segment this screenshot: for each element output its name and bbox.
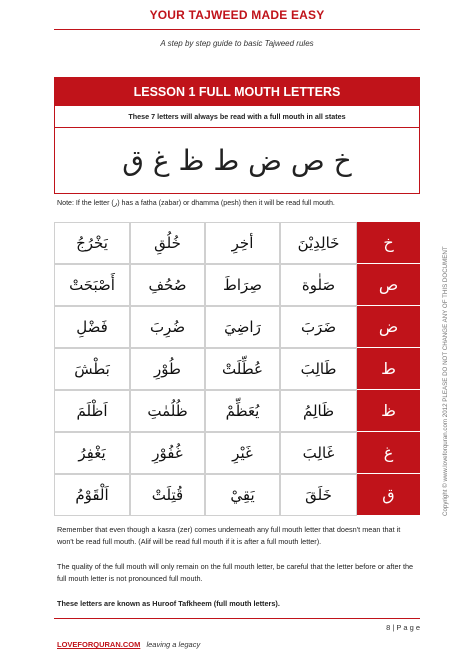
row-letter: غ xyxy=(357,432,420,474)
example-word: ضُرِبَ xyxy=(130,306,205,348)
example-word: رَاضِيَ xyxy=(205,306,280,348)
example-word: صِرَاطَ xyxy=(205,264,280,306)
example-word: يَخْرُجُ xyxy=(54,222,130,264)
example-word: عُطِّلَتْ xyxy=(205,348,280,390)
row-letter: خ xyxy=(357,222,420,264)
table-row xyxy=(54,264,420,306)
header-divider xyxy=(54,29,420,30)
row-letter: ظ xyxy=(357,390,420,432)
example-word: خَالِدِيْنَ xyxy=(280,222,357,264)
example-word: غُفُوْرِ xyxy=(130,432,205,474)
example-word: ظُلُمٰتِ xyxy=(130,390,205,432)
example-word: أخِرِ xyxy=(205,222,280,264)
table-row xyxy=(54,306,420,348)
paragraph-quality: The quality of the full mouth will only remain on the full mouth letter, be careful that the letter before or after the full mouth letter is not pronounced full mouth. xyxy=(57,562,414,583)
page-number: 8 | P a g e xyxy=(386,623,420,632)
footer-divider xyxy=(54,618,420,619)
example-word: أَصْبَحَتْ xyxy=(54,264,130,306)
example-word: يَغْفِرُ xyxy=(54,432,130,474)
example-word: بَطْشَ xyxy=(54,348,130,390)
brand-link[interactable]: LOVEFORQURAN.COM xyxy=(57,640,141,649)
row-letter: ص xyxy=(357,264,420,306)
paragraph-huroof-tafkheem: These letters are known as Huroof Tafkheem (full mouth letters). xyxy=(57,599,280,608)
example-word: اَلْقَوْمُ xyxy=(54,474,130,516)
example-word: غَالِبَ xyxy=(280,432,357,474)
table-row xyxy=(54,348,420,390)
document-subtitle: A step by step guide to basic Tajweed rules xyxy=(160,39,314,48)
brand-tagline: leaving a legacy xyxy=(146,640,201,649)
example-word: اَظْلَمَ xyxy=(54,390,130,432)
example-word: قُتِلَتْ xyxy=(130,474,205,516)
examples-table xyxy=(54,222,420,516)
full-mouth-letters: خ ص ض ط ظ غ ق xyxy=(54,128,420,194)
example-word: ظَالِمُ xyxy=(280,390,357,432)
example-word: ضَرَبَ xyxy=(280,306,357,348)
table-row xyxy=(54,432,420,474)
table-row xyxy=(54,390,420,432)
note-text: Note: If the letter (ر) has a fatha (zabar) or dhamma (pesh) then it will be read full mouth. xyxy=(57,199,335,207)
example-word: يُعَظِّمْ xyxy=(205,390,280,432)
paragraph-kasra: Remember that even though a kasra (zer) comes underneath any full mouth letter that doesn't mean that it won't be read full mouth. (Alif will be read full mouth if it is after a full mouth letter). xyxy=(57,525,401,546)
table-row xyxy=(54,222,420,264)
example-word: صُحُفِ xyxy=(130,264,205,306)
example-word: يَقِيْ xyxy=(205,474,280,516)
example-word: صَلٰوة xyxy=(280,264,357,306)
lesson-title: LESSON 1 FULL MOUTH LETTERS xyxy=(54,77,420,106)
example-word: فَضْلِ xyxy=(54,306,130,348)
example-word: خُلُقِ xyxy=(130,222,205,264)
row-letter: ض xyxy=(357,306,420,348)
row-letter: ط xyxy=(357,348,420,390)
table-row xyxy=(54,474,420,516)
row-letter: ق xyxy=(357,474,420,516)
document-title: YOUR TAJWEED MADE EASY xyxy=(149,8,325,22)
footer-brand xyxy=(57,640,200,649)
example-word: طُوْرِ xyxy=(130,348,205,390)
example-word: غَيْرِ xyxy=(205,432,280,474)
lesson-intro: These 7 letters will always be read with a full mouth in all states xyxy=(54,106,420,128)
copyright-sidebar: Copyright © www.loveforquran.com 2012 PLEASE DO NOT CHANGE ANY OF THIS DOCUMENT xyxy=(442,246,449,516)
example-word: طَالِبَ xyxy=(280,348,357,390)
example-word: خَلَقَ xyxy=(280,474,357,516)
